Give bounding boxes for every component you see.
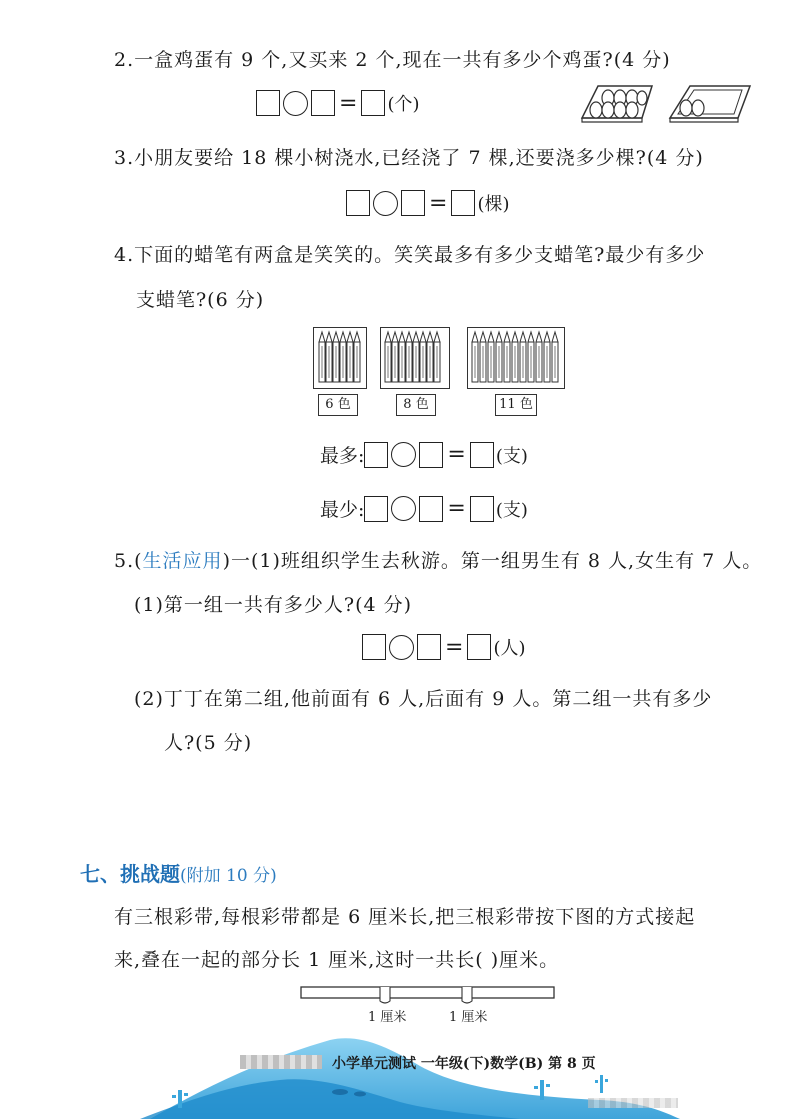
answer-box[interactable] <box>361 90 385 116</box>
answer-box[interactable] <box>346 190 370 216</box>
section-7-heading: 七、挑战题(附加 10 分) <box>80 862 277 886</box>
egg-cartons-illustration <box>578 78 754 124</box>
crayon-label-8: 8 色 <box>396 394 436 416</box>
answer-box[interactable] <box>364 442 388 468</box>
redacted-publisher <box>240 1055 322 1069</box>
question-3-equation: = (棵) <box>346 190 509 216</box>
question-4-text-line2: 支蜡笔?(6 分) <box>136 289 265 311</box>
question-4-text-line1: 4.下面的蜡笔有两盒是笑笑的。笑笑最多有多少支蜡笔?最少有多少 <box>114 244 706 266</box>
unit-label: (个) <box>387 94 420 115</box>
operator-circle[interactable] <box>373 191 398 216</box>
answer-box[interactable] <box>362 634 386 660</box>
crayon-box-11 <box>467 327 565 389</box>
min-label: 最少: <box>320 499 365 521</box>
question-2-equation: = (个) <box>256 90 419 116</box>
max-label: 最多: <box>320 445 365 467</box>
answer-box[interactable] <box>451 190 475 216</box>
ribbon-diagram <box>300 985 556 1007</box>
answer-box[interactable] <box>401 190 425 216</box>
crayon-label-6: 6 色 <box>318 394 358 416</box>
question-5-sub1: (1)第一组一共有多少人?(4 分) <box>134 594 413 616</box>
operator-circle[interactable] <box>391 496 416 521</box>
answer-box[interactable] <box>470 442 494 468</box>
operator-circle[interactable] <box>283 91 308 116</box>
overlap-label-1: 1 厘米 <box>368 1010 407 1025</box>
answer-box[interactable] <box>419 442 443 468</box>
question-5-sub2-line1: (2)丁丁在第二组,他前面有 6 人,后面有 9 人。第二组一共有多少 <box>134 688 713 710</box>
redacted-watermark <box>588 1098 678 1108</box>
answer-box[interactable] <box>419 496 443 522</box>
section-7-line2: 来,叠在一起的部分长 1 厘米,这时一共长( )厘米。 <box>114 949 560 971</box>
answer-box[interactable] <box>364 496 388 522</box>
question-4-max-equation: 最多: = (支) <box>320 442 528 467</box>
answer-box[interactable] <box>311 90 335 116</box>
question-2-text: 2.一盒鸡蛋有 9 个,又买来 2 个,现在一共有多少个鸡蛋?(4 分) <box>114 49 671 71</box>
unit-label: (棵) <box>477 194 510 215</box>
answer-box[interactable] <box>417 634 441 660</box>
unit-label: (支) <box>495 499 528 521</box>
question-5-text: 5.(生活应用)一(1)班组织学生去秋游。第一组男生有 8 人,女生有 7 人。 <box>114 550 763 572</box>
answer-box[interactable] <box>467 634 491 660</box>
answer-box[interactable] <box>470 496 494 522</box>
question-4-min-equation: 最少: = (支) <box>320 496 528 521</box>
section-7-line1: 有三根彩带,每根彩带都是 6 厘米长,把三根彩带按下图的方式接起 <box>114 906 696 928</box>
footer-text: 小学单元测试 一年级(下)数学(B) 第 8 页 <box>332 1056 596 1072</box>
answer-box[interactable] <box>256 90 280 116</box>
crayon-box-8 <box>380 327 450 389</box>
crayon-box-6 <box>313 327 367 389</box>
crayon-label-11: 11 色 <box>495 394 537 416</box>
life-application-tag: 生活应用 <box>142 550 223 572</box>
operator-circle[interactable] <box>389 635 414 660</box>
overlap-label-2: 1 厘米 <box>449 1010 488 1025</box>
question-3-text: 3.小朋友要给 18 棵小树浇水,已经浇了 7 棵,还要浇多少棵?(4 分) <box>114 147 704 169</box>
question-5-sub1-equation: = (人) <box>362 634 525 660</box>
unit-label: (支) <box>495 445 528 467</box>
unit-label: (人) <box>493 638 526 659</box>
question-5-sub2-line2: 人?(5 分) <box>164 732 253 754</box>
operator-circle[interactable] <box>391 442 416 467</box>
